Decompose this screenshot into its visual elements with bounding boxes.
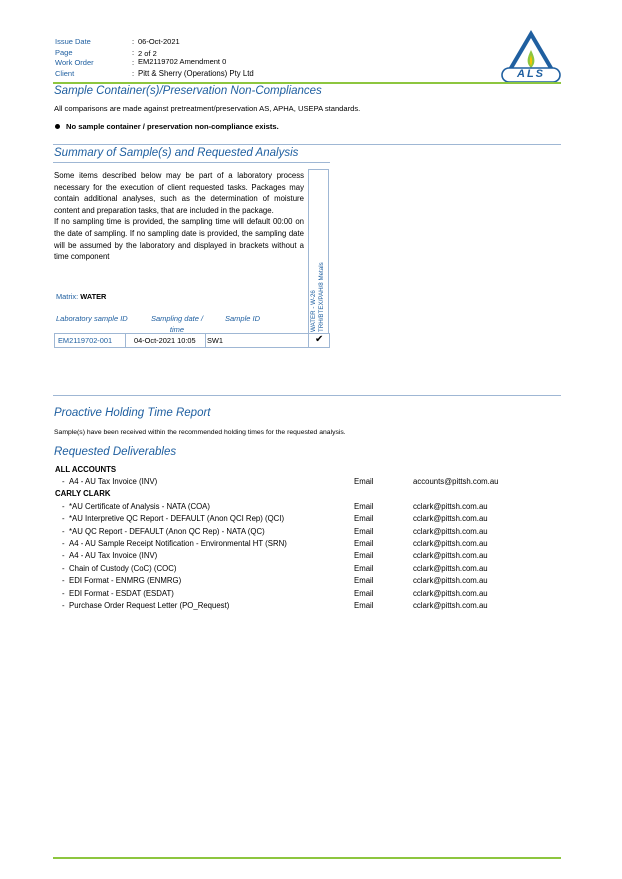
delivery-email: cclark@pittsh.com.au: [413, 576, 488, 585]
page-label: Page: [55, 48, 73, 57]
delivery-method: Email: [354, 539, 374, 548]
holding-text: Sample(s) have been received within the recommended holding times for the requested analysis.: [54, 429, 346, 436]
delivery-method: Email: [354, 564, 374, 573]
table-divider: [205, 334, 206, 347]
list-item: [0, 551, 622, 564]
page-value: 2 of 2: [138, 49, 157, 58]
deliverable-name: A4 - AU Tax Invoice (INV): [69, 477, 158, 486]
table-divider: [308, 334, 309, 347]
list-dash: -: [62, 502, 65, 511]
col-sampling-date: Sampling date / time: [150, 314, 204, 334]
summary-description: [54, 170, 304, 263]
noncompliance-intro: All comparisons are made against pretreatment/preservation AS, APHA, USEPA standards.: [54, 104, 361, 113]
list-dash: -: [62, 564, 65, 573]
section-rule: [53, 144, 561, 145]
deliverable-name: *AU Interpretive QC Report - DEFAULT (Anon QCI Rep) (QCI): [69, 514, 285, 523]
summary-para-1: Some items described below may be part of a laboratory process necessary for the execution of client requested tasks. Packages may contain additional analyses, such as the determination of moisture content and preparation tasks, that are included in the package.: [54, 171, 304, 215]
list-dash: -: [62, 601, 65, 610]
delivery-method: Email: [354, 514, 374, 523]
sampling-datetime: 04-Oct-2021 10:05: [134, 336, 196, 345]
client-value: Pitt & Sherry (Operations) Pty Ltd: [138, 69, 254, 78]
analysis-column-header: [308, 169, 329, 333]
lab-sample-id: EM2119702-001: [58, 336, 113, 345]
work-order-colon: :: [132, 58, 135, 67]
delivery-email: cclark@pittsh.com.au: [413, 601, 488, 610]
work-order-value: EM2119702 Amendment 0: [138, 57, 227, 66]
client-label: Client: [55, 69, 75, 78]
analysis-column-labels: [310, 262, 326, 332]
list-dash: -: [62, 514, 65, 523]
list-dash: -: [62, 576, 65, 585]
list-item: [0, 564, 622, 577]
summary-title-rule: [53, 162, 330, 163]
group-carly-clark: CARLY CLARK: [55, 489, 111, 498]
list-item: [0, 527, 622, 540]
deliverable-name: EDI Format - ENMRG (ENMRG): [69, 576, 182, 585]
list-dash: -: [62, 539, 65, 548]
deliverables-title: Requested Deliverables: [54, 446, 177, 458]
table-divider: [125, 334, 126, 347]
deliverable-name: A4 - AU Sample Receipt Notification - Environmental HT (SRN): [69, 539, 287, 548]
footer-rule: [53, 857, 561, 859]
col-sample-id: Sample ID: [225, 314, 261, 323]
delivery-method: Email: [354, 576, 374, 585]
header-rule: [53, 82, 561, 84]
matrix-line: [56, 292, 106, 301]
deliverable-name: *AU QC Report - DEFAULT (Anon QC Rep) - NATA (QC): [69, 527, 265, 536]
analysis-suite: TRH/BTEX/PAH/8 Metals: [318, 262, 325, 332]
delivery-email: cclark@pittsh.com.au: [413, 551, 488, 560]
als-logo: [500, 28, 562, 84]
sample-id: SW1: [207, 336, 224, 345]
deliverable-name: Chain of Custody (CoC) (COC): [69, 564, 177, 573]
deliverable-name: Purchase Order Request Letter (PO_Request): [69, 601, 230, 610]
delivery-email: cclark@pittsh.com.au: [413, 514, 488, 523]
summary-title: Summary of Sample(s) and Requested Analysis: [54, 147, 299, 159]
work-order-label: Work Order: [55, 58, 94, 67]
deliverable-name: EDI Format - ESDAT (ESDAT): [69, 589, 174, 598]
matrix-label: Matrix:: [56, 292, 79, 301]
analysis-matrix-code: WATER - W-26: [310, 290, 317, 332]
client-colon: :: [132, 69, 135, 78]
delivery-email: cclark@pittsh.com.au: [413, 589, 488, 598]
list-item: [0, 514, 622, 527]
check-icon: ✔: [315, 334, 324, 345]
noncompliance-title: Sample Container(s)/Preservation Non-Compliances: [54, 85, 322, 97]
summary-para-2: If no sampling time is provided, the sampling time will default 00:00 on the date of sampling. If no sampling date is provided, the sampling date will be assumed by the laboratory and displayed in brackets without a time component: [54, 217, 304, 262]
noncompliance-bullet: No sample container / preservation non-compliance exists.: [66, 122, 279, 131]
group-all-accounts: ALL ACCOUNTS: [55, 465, 117, 474]
page-colon: :: [132, 48, 135, 57]
list-item: [0, 477, 622, 490]
issue-date-colon: :: [132, 37, 135, 46]
delivery-method: Email: [354, 477, 374, 486]
delivery-email: cclark@pittsh.com.au: [413, 564, 488, 573]
list-dash: -: [62, 551, 65, 560]
delivery-method: Email: [354, 502, 374, 511]
list-item: [0, 601, 622, 614]
section-rule: [53, 395, 561, 396]
delivery-method: Email: [354, 589, 374, 598]
delivery-email: cclark@pittsh.com.au: [413, 527, 488, 536]
list-dash: -: [62, 477, 65, 486]
delivery-method: Email: [354, 601, 374, 610]
list-item: [0, 589, 622, 602]
bullet-icon: [55, 124, 60, 129]
logo-text: ALS: [517, 68, 545, 80]
holding-title: Proactive Holding Time Report: [54, 407, 211, 419]
list-dash: -: [62, 589, 65, 598]
delivery-method: Email: [354, 527, 374, 536]
list-item: [0, 502, 622, 515]
deliverable-name: A4 - AU Tax Invoice (INV): [69, 551, 158, 560]
delivery-email: accounts@pittsh.com.au: [413, 477, 499, 486]
delivery-method: Email: [354, 551, 374, 560]
delivery-email: cclark@pittsh.com.au: [413, 539, 488, 548]
issue-date-label: Issue Date: [55, 37, 91, 46]
col-lab-id: Laboratory sample ID: [56, 314, 128, 323]
list-item: [0, 576, 622, 589]
list-item: [0, 539, 622, 552]
matrix-value: WATER: [80, 292, 107, 301]
list-dash: -: [62, 527, 65, 536]
deliverable-name: *AU Certificate of Analysis - NATA (COA): [69, 502, 210, 511]
issue-date-value: 06-Oct-2021: [138, 37, 180, 46]
delivery-email: cclark@pittsh.com.au: [413, 502, 488, 511]
table-row: [54, 333, 330, 348]
